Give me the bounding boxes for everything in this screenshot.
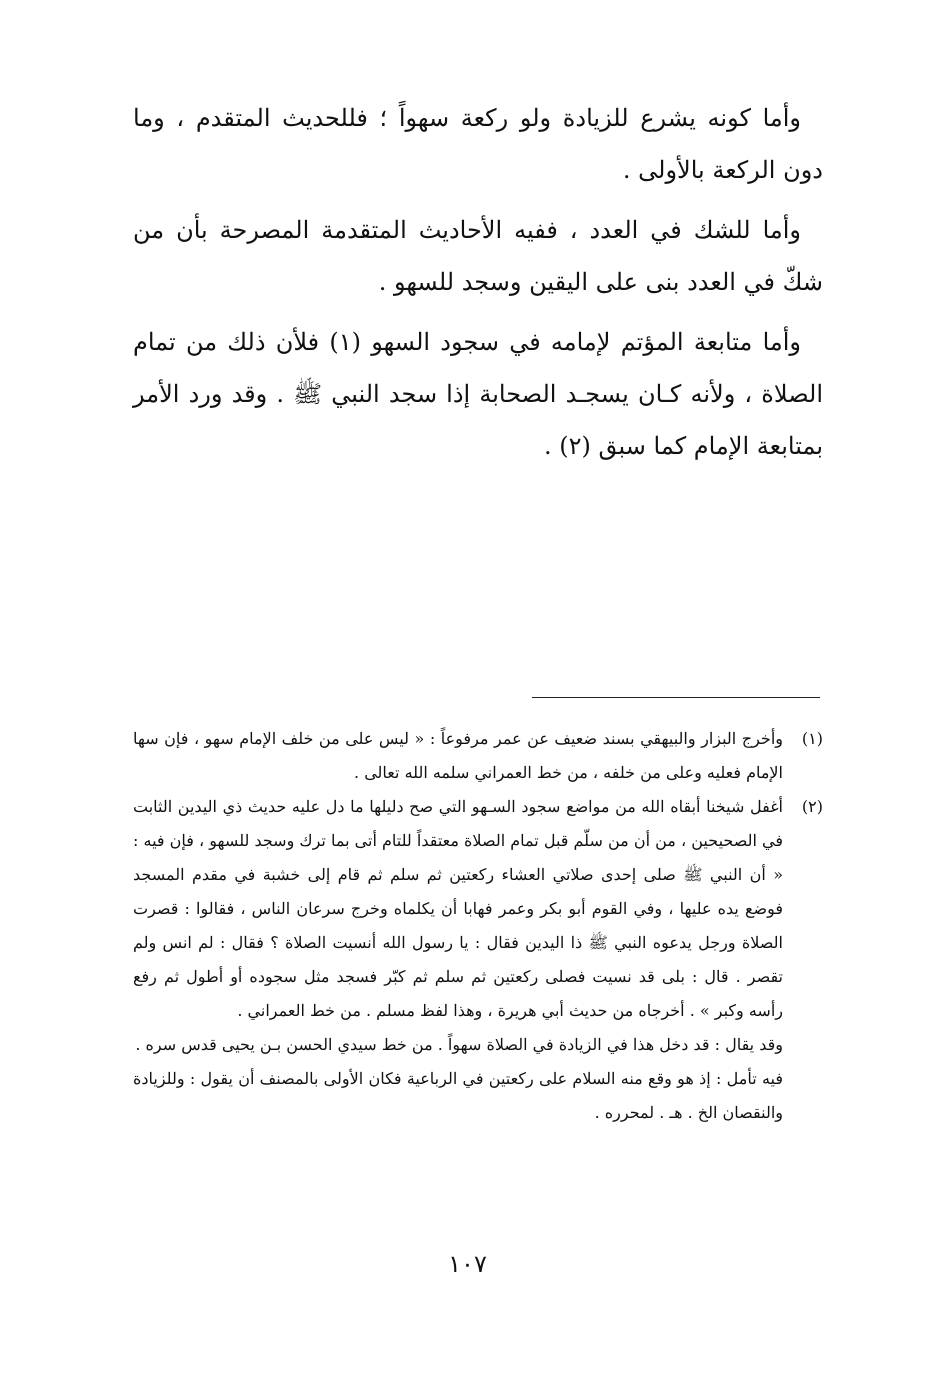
footnote-note: وقد يقال : قد دخل هذا في الزيادة في الصلاة سهواً . من خط سيدي الحسن بـن يحيى قدس سره .	[135, 1035, 783, 1054]
footnotes	[133, 722, 823, 1130]
paragraph: وأما كونه يشرع للزيادة ولو ركعة سهواً ؛ فللحديث المتقدم ، وما دون الركعة بالأولى .	[133, 104, 823, 184]
footnote-number: (٢)	[801, 797, 823, 816]
footnote	[133, 722, 823, 790]
paragraph: وأما متابعة المؤتم لإمامه في سجود السهو (١) فلأن ذلك من تمام الصلاة ، ولأنه كـان يسجـد الصحابة إذا سجد النبي ﷺ . وقد ورد الأمر بمتابعة الإمام كما سبق (٢) .	[133, 328, 823, 460]
paragraph: وأما للشك في العدد ، ففيه الأحاديث المتقدمة المصرحة بأن من شكّ في العدد بنى على اليقين وسجد للسهو .	[133, 216, 823, 296]
footnote-number: (١)	[801, 729, 823, 748]
page-number: ١٠٧	[448, 1250, 487, 1278]
footnote-text: وأخرج البزار والبيهقي بسند ضعيف عن عمر مرفوعاً : « ليس على من خلف الإمام سهو ، فإن سها الإمام فعليه وعلى من خلفه ، من خط العمراني سلمه الله تعالى .	[133, 729, 783, 782]
footnote	[133, 790, 823, 1028]
footnote-text: أغفل شيخنا أبقاه الله من مواضع سجود السـهو التي صح دليلها ما دل عليه حديث ذي اليدين الثابت في الصحيحين ، من أن من سلّم قبل تمام الصلاة معتقداً للتام أتى بما ترك وسجد للسهو ، فإن فيه : « أن النبي ﷺ صلى إحدى صلاتي العشاء ركعتين ثم سلم ثم قام إلى خشبة في مقدم المسجد فوضع يده عليها ، وفي القوم أبو بكر وعمر فهابا أن يكلماه وخرج سرعان الناس ، فقالوا : قصرت الصلاة ورجل يدعوه النبي ﷺ ذا اليدين فقال : يا رسول الله أنسيت الصلاة ؟ فقال : لم انس ولم تقصر . قال : بلى قد نسيت فصلى ركعتين ثم سلم ثم كبّر فسجد مثل سجوده أو أطول ثم رفع رأسه وكبر » . أخرجاه من حديث أبي هريرة ، وهذا لفظ مسلم . من خط العمراني .	[133, 797, 784, 1020]
main-text	[133, 92, 823, 480]
footnote-note: فيه تأمل : إذ هو وقع منه السلام على ركعتين في الرباعية فكان الأولى بالمصنف أن يقول : وللزيادة والنقصان الخ . هـ . لمحرره .	[133, 1069, 783, 1122]
footnote-divider	[532, 697, 820, 698]
